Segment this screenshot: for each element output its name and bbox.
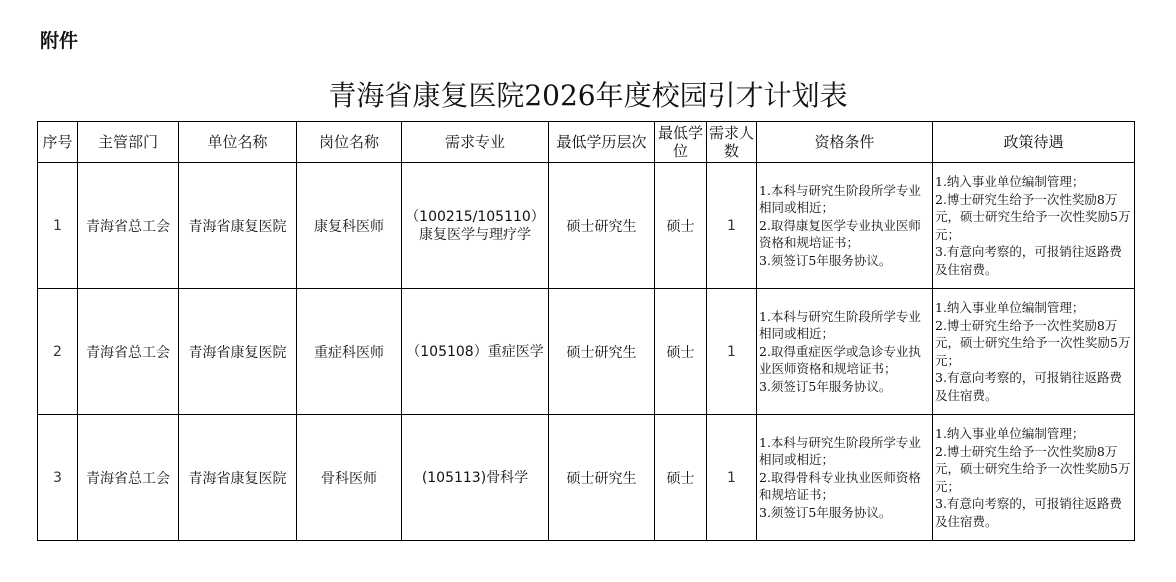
row-count: 1 bbox=[707, 289, 757, 415]
benefit-item: 1.纳入事业单位编制管理； bbox=[935, 174, 1085, 189]
row-benefits bbox=[933, 289, 1135, 415]
header-position: 岗位名称 bbox=[297, 122, 402, 163]
row-edu: 硕士研究生 bbox=[549, 415, 655, 541]
row-dept: 青海省总工会 bbox=[78, 415, 179, 541]
qualification-item: 2.取得重症医学或急诊专业执业医师资格和规培证书； bbox=[759, 343, 921, 377]
row-count: 1 bbox=[707, 163, 757, 289]
qualification-item: 3.须签订5年服务协议。 bbox=[759, 252, 892, 268]
table-row bbox=[38, 289, 1135, 415]
row-degree: 硕士 bbox=[655, 289, 707, 415]
row-degree: 硕士 bbox=[655, 163, 707, 289]
header-no: 序号 bbox=[38, 122, 78, 163]
row-dept: 青海省总工会 bbox=[78, 289, 179, 415]
header-dept: 主管部门 bbox=[78, 122, 179, 163]
header-qualifications: 资格条件 bbox=[757, 122, 933, 163]
row-count: 1 bbox=[707, 415, 757, 541]
benefit-item: 1.纳入事业单位编制管理； bbox=[935, 300, 1085, 315]
recruitment-table bbox=[37, 121, 1135, 541]
row-unit: 青海省康复医院 bbox=[179, 163, 297, 289]
benefit-item: 3.有意向考察的，可报销往返路费及住宿费。 bbox=[935, 496, 1122, 529]
qualification-item: 2.取得康复医学专业执业医师资格和规培证书； bbox=[759, 217, 921, 251]
header-benefits: 政策待遇 bbox=[933, 122, 1135, 163]
header-major: 需求专业 bbox=[402, 122, 549, 163]
row-no: 3 bbox=[38, 415, 78, 541]
row-benefits bbox=[933, 415, 1135, 541]
row-major bbox=[402, 163, 549, 289]
qualification-item: 1.本科与研究生阶段所学专业相同或相近； bbox=[759, 434, 921, 468]
header-degree: 最低学位 bbox=[655, 122, 707, 163]
table-row bbox=[38, 163, 1135, 289]
row-edu: 硕士研究生 bbox=[549, 289, 655, 415]
row-major bbox=[402, 415, 549, 541]
benefit-item: 3.有意向考察的，可报销往返路费及住宿费。 bbox=[935, 244, 1122, 277]
major-code: (105113) bbox=[421, 469, 487, 486]
benefit-item: 2.博士研究生给予一次性奖励8万元，硕士研究生给予一次性奖励5万元； bbox=[935, 191, 1131, 242]
benefit-item: 3.有意向考察的，可报销往返路费及住宿费。 bbox=[935, 370, 1122, 403]
qualification-item: 3.须签订5年服务协议。 bbox=[759, 378, 892, 394]
qualification-item: 1.本科与研究生阶段所学专业相同或相近； bbox=[759, 182, 921, 216]
row-qualifications bbox=[757, 163, 933, 289]
attachment-label: 附件 bbox=[40, 30, 79, 52]
qualification-item: 3.须签订5年服务协议。 bbox=[759, 504, 892, 520]
major-code: （105108） bbox=[406, 343, 488, 360]
header-count: 需求人数 bbox=[707, 122, 757, 163]
row-edu: 硕士研究生 bbox=[549, 163, 655, 289]
major-code: （100215/105110） bbox=[405, 208, 545, 225]
row-position: 重症科医师 bbox=[297, 289, 402, 415]
row-degree: 硕士 bbox=[655, 415, 707, 541]
major-name: 康复医学与理疗学 bbox=[419, 226, 531, 243]
row-position: 康复科医师 bbox=[297, 163, 402, 289]
row-benefits bbox=[933, 163, 1135, 289]
row-unit: 青海省康复医院 bbox=[179, 289, 297, 415]
qualification-item: 1.本科与研究生阶段所学专业相同或相近； bbox=[759, 308, 921, 342]
table-row bbox=[38, 415, 1135, 541]
table-header-row bbox=[38, 122, 1135, 163]
benefit-item: 2.博士研究生给予一次性奖励8万元，硕士研究生给予一次性奖励5万元； bbox=[935, 443, 1131, 494]
row-major bbox=[402, 289, 549, 415]
major-name: 重症医学 bbox=[487, 343, 544, 360]
row-no: 2 bbox=[38, 289, 78, 415]
row-no: 1 bbox=[38, 163, 78, 289]
row-qualifications bbox=[757, 415, 933, 541]
header-edu: 最低学历层次 bbox=[549, 122, 655, 163]
row-unit: 青海省康复医院 bbox=[179, 415, 297, 541]
benefit-item: 2.博士研究生给予一次性奖励8万元，硕士研究生给予一次性奖励5万元； bbox=[935, 317, 1131, 368]
page-title: 青海省康复医院2026年度校园引才计划表 bbox=[328, 79, 848, 112]
row-position: 骨科医师 bbox=[297, 415, 402, 541]
major-name: 骨科学 bbox=[486, 469, 529, 486]
row-qualifications bbox=[757, 289, 933, 415]
header-unit: 单位名称 bbox=[179, 122, 297, 163]
qualification-item: 2.取得骨科专业执业医师资格和规培证书； bbox=[759, 469, 921, 503]
row-dept: 青海省总工会 bbox=[78, 163, 179, 289]
benefit-item: 1.纳入事业单位编制管理； bbox=[935, 426, 1085, 441]
